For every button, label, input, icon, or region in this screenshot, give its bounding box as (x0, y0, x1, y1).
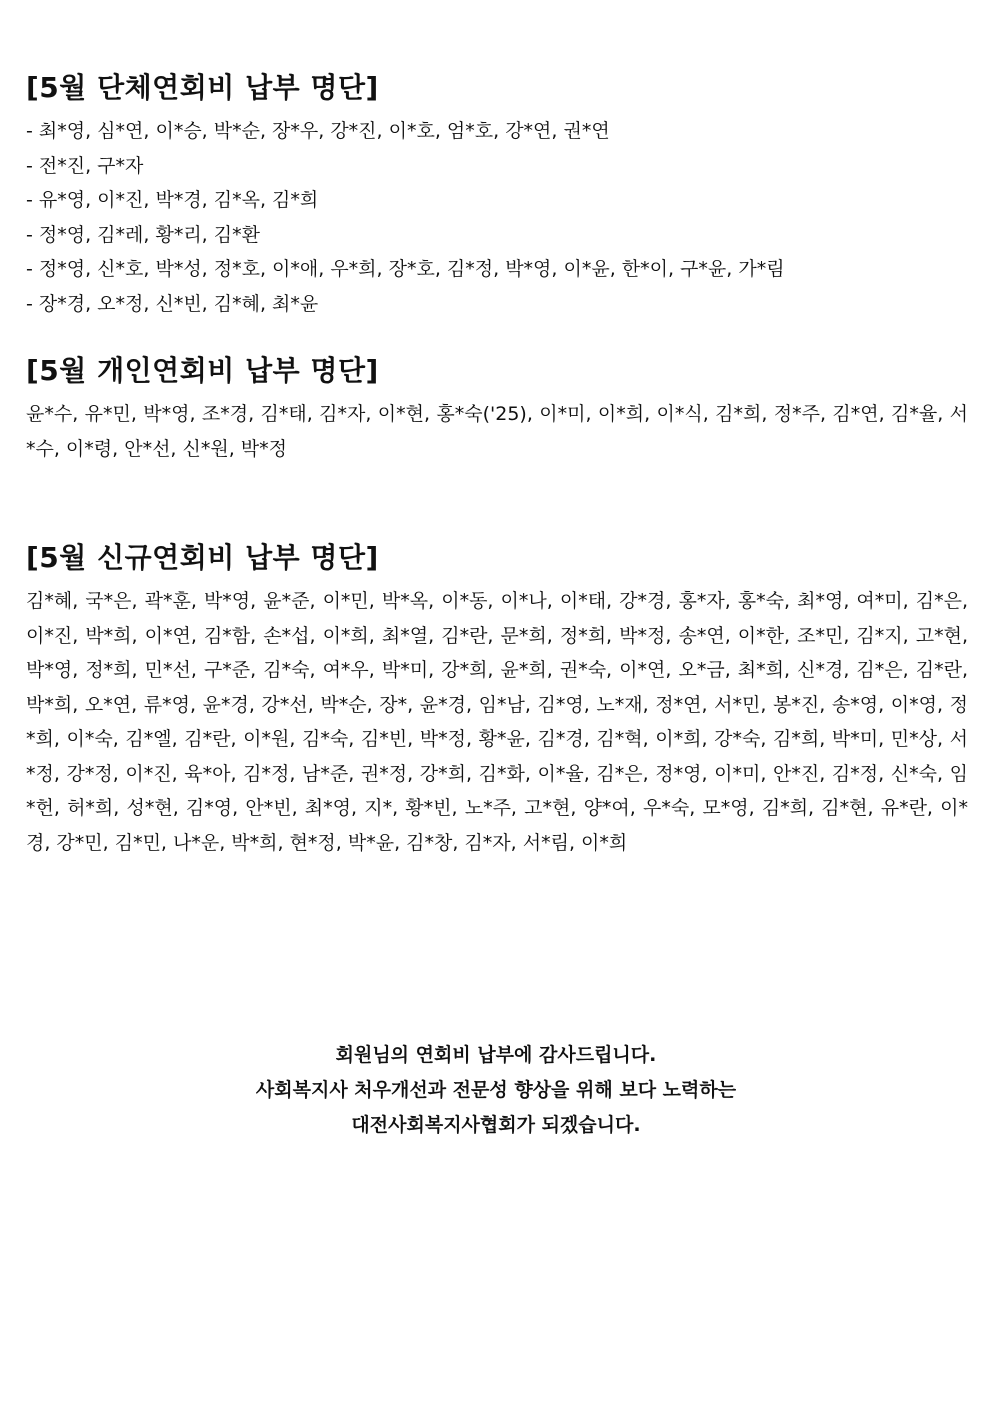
group-line: - 유*영, 이*진, 박*경, 김*옥, 김*희 (26, 189, 319, 211)
closing-message (0, 1038, 992, 1143)
new-fee-section (26, 538, 968, 860)
closing-line: 사회복지사 처우개선과 전문성 향상을 위해 보다 노력하는 (255, 1079, 737, 1101)
group-line: - 장*경, 오*정, 신*빈, 김*혜, 최*윤 (26, 292, 319, 315)
group-fee-list (26, 114, 968, 321)
individual-fee-names: 윤*수, 유*민, 박*영, 조*경, 김*태, 김*자, 이*현, 홍*숙('25), 이*미, 이*희, 이*식, 김*희, 정*주, 김*연, 김*율, 서*수, 이*령, 안*선, 신*원, 박*정 (26, 403, 968, 460)
new-fee-names: 김*혜, 국*은, 곽*훈, 박*영, 윤*준, 이*민, 박*옥, 이*동, 이*나, 이*태, 강*경, 홍*자, 홍*숙, 최*영, 여*미, 김*은, 이*진, 박*희, 이*연, 김*함, 손*섭, 이*희, 최*열, 김*란, 문*희, 정*희, 박*정, 송*연, 이*한, 조*민, 김*지, 고*현, 박*영, 정*희, 민*선, 구*준, 김*숙, 여*우, 박*미, 강*희, 윤*희, 권*숙, 이*연, 오*금, 최*희, 신*경, 김*은, 김*란, 박*희, 오*연, 류*영, 윤*경, 강*선, 박*순, 장*, 윤*경, 임*남, 김*영, 노*재, 정*연, 서*민, 봉*진, 송*영, 이*영, 정*희, 이*숙, 김*엘, 김*란, 이*원, 김*숙, 김*빈, 박*정, 황*윤, 김*경, 김*혁, 이*희, 강*숙, 김*희, 박*미, 민*상, 서*정, 강*정, 이*진, 육*아, 김*정, 남*준, 권*정, 강*희, 김*화, 이*율, 김*은, 정*영, 이*미, 안*진, 김*정, 신*숙, 임*헌, 허*희, 성*현, 김*영, 안*빈, 최*영, 지*, 황*빈, 노*주, 고*현, 양*여, 우*숙, 모*영, 김*희, 김*현, 유*란, 이*경, 강*민, 김*민, 나*운, 박*희, 현*정, 박*윤, 김*창, 김*자, 서*림, 이*희 (26, 590, 968, 854)
closing-line: 회원님의 연회비 납부에 감사드립니다. (335, 1044, 657, 1066)
closing-line: 대전사회복지사협회가 되겠습니다. (351, 1114, 641, 1136)
individual-fee-title: [5월 개인연회비 납부 명단] (26, 354, 379, 387)
group-fee-title: [5월 단체연회비 납부 명단] (26, 71, 379, 104)
group-line: - 최*영, 심*연, 이*승, 박*순, 장*우, 강*진, 이*호, 엄*호, 강*연, 권*연 (26, 120, 610, 142)
group-line: - 전*진, 구*자 (26, 154, 144, 177)
document-page (26, 68, 968, 860)
group-fee-section (26, 68, 968, 321)
individual-fee-section (26, 351, 968, 466)
group-line: - 정*영, 신*호, 박*성, 정*호, 이*애, 우*희, 장*호, 김*정, 박*영, 이*윤, 한*이, 구*윤, 가*림 (26, 258, 785, 280)
new-fee-title: [5월 신규연회비 납부 명단] (26, 541, 379, 574)
group-line: - 정*영, 김*레, 황*리, 김*환 (26, 223, 260, 246)
